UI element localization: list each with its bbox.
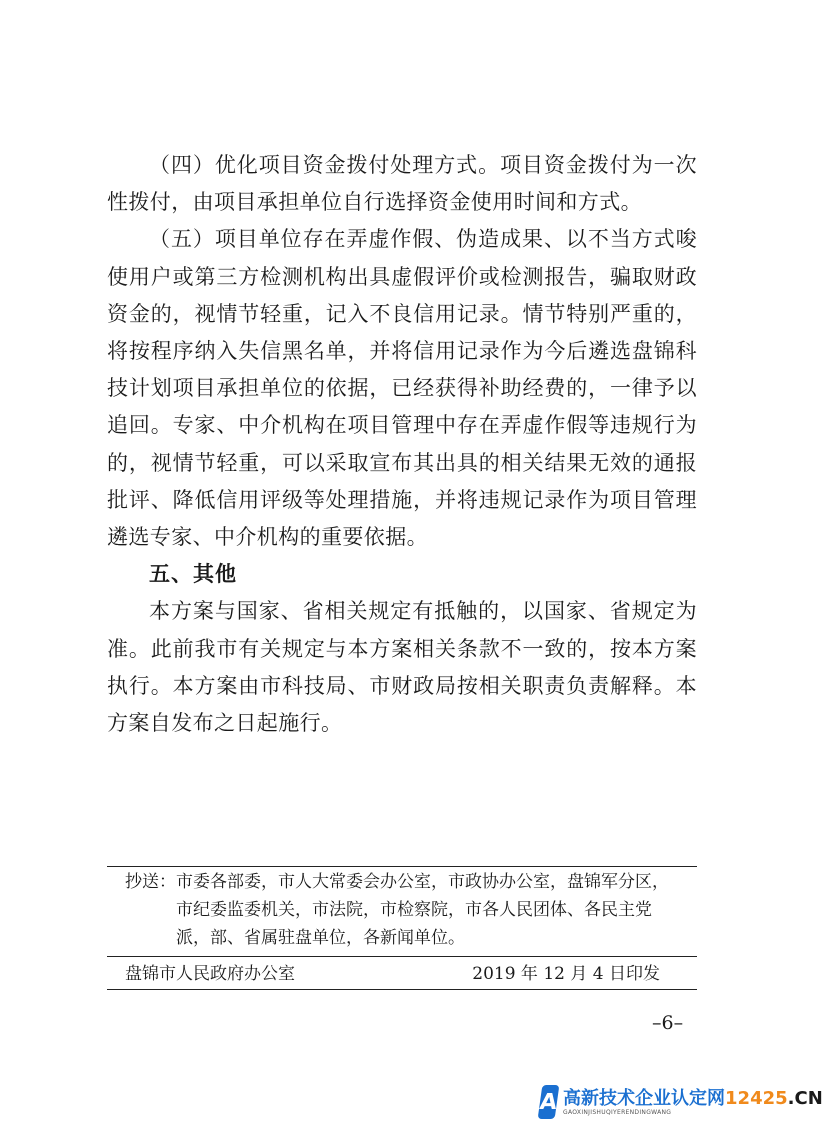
issue-date: 2019 年 12 月 4 日印发	[472, 964, 660, 984]
page-number: –6–	[652, 1012, 684, 1034]
cc-recipients: 市委各部委，市人大常委会办公室，市政协办公室，盘锦军分区，市纪委监委机关，市法院，市检察院，市各人民团体、各民主党派，部、省属驻盘单位，各新闻单位。	[176, 872, 669, 948]
divider-top	[107, 866, 697, 867]
divider-bottom	[107, 989, 697, 990]
paragraph-other: 本方案与国家、省相关规定有抵触的，以国家、省规定为准。此前我市有关规定与本方案相关条款不一致的，按本方案执行。本方案由市科技局、市财政局按相关职责负责解释。本方案自发布之日起施行。	[107, 599, 697, 736]
cc-block	[125, 868, 685, 952]
section-heading-other: 五、其他	[149, 562, 237, 587]
watermark-pinyin: GAOXINJISHUQIYERENDINGWANG	[563, 1108, 672, 1116]
cc-label: 抄送：	[125, 872, 176, 892]
watermark-name: 高新技术企业认定网	[563, 1087, 726, 1109]
issuing-office: 盘锦市人民政府办公室	[125, 964, 295, 984]
watermark-suffix: .CN	[787, 1087, 823, 1109]
watermark-logo-icon: A	[538, 1085, 560, 1119]
body-text	[107, 147, 697, 742]
issuer-row	[125, 960, 660, 988]
divider-middle	[107, 956, 697, 957]
watermark-number: 12425	[725, 1087, 788, 1109]
watermark	[538, 1082, 823, 1122]
paragraph-penalties: （五）项目单位存在弄虚作假、伪造成果、以不当方式唆使用户或第三方检测机构出具虚假评价或检测报告，骗取财政资金的，视情节轻重，记入不良信用记录。情节特别严重的，将按程序纳入失信黑名单，并将信用记录作为今后遴选盘锦科技计划项目承担单位的依据，已经获得补助经费的，一律予以追回。专家、中介机构在项目管理中存在弄虚作假等违规行为的，视情节轻重，可以采取宣布其出具的相关结果无效的通报批评、降低信用评级等处理措施，并将违规记录作为项目管理遴选专家、中介机构的重要依据。	[107, 227, 697, 550]
paragraph-funding-method: （四）优化项目资金拨付处理方式。项目资金拨付为一次性拨付，由项目承担单位自行选择资金使用时间和方式。	[107, 153, 697, 215]
